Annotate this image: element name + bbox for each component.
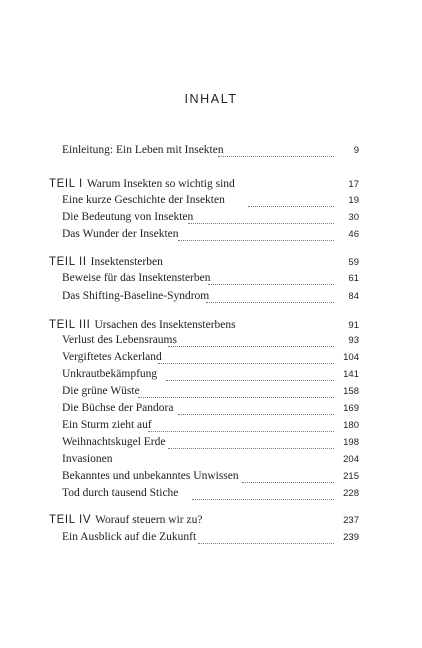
toc-part-title: Insektensterben: [90, 256, 163, 268]
toc-entry-page: 104: [343, 352, 359, 363]
dot-leader: [178, 228, 334, 241]
toc-part-1: [0, 176, 422, 192]
dot-leader: [192, 487, 334, 500]
toc-entry-page: 93: [348, 335, 359, 346]
toc-entry: [0, 270, 422, 286]
toc-entry: [0, 288, 422, 304]
toc-entry: [0, 209, 422, 225]
toc-entry-page: 198: [343, 437, 359, 448]
toc-entry-page: 158: [343, 386, 359, 397]
toc-entry: [0, 529, 422, 545]
toc-part-page: 17: [348, 179, 359, 190]
dot-leader: [168, 436, 334, 449]
toc-entry-title: Die Büchse der Pandora: [62, 402, 174, 414]
dot-leader: [138, 385, 334, 398]
toc-entry-title: Beweise für das Insektensterben: [62, 272, 211, 284]
toc-entry-title: Eine kurze Geschichte der Insekten: [62, 194, 225, 206]
dot-leader: [242, 470, 334, 483]
dot-leader: [148, 419, 334, 432]
toc-entry-intro: [0, 142, 422, 158]
toc-entry-title: Die grüne Wüste: [62, 385, 140, 397]
toc-entry-title: Tod durch tausend Stiche: [62, 487, 179, 499]
toc-entry-page: 239: [343, 532, 359, 543]
toc-entry-page: 19: [348, 195, 359, 206]
toc-entry-page: 169: [343, 403, 359, 414]
dot-leader: [166, 368, 334, 381]
toc-entry-page: 215: [343, 471, 359, 482]
toc-entry-title: Weihnachtskugel Erde: [62, 436, 166, 448]
toc-entry: [0, 400, 422, 416]
toc-entry: [0, 332, 422, 348]
toc-part-page: 59: [348, 257, 359, 268]
dot-leader: [206, 290, 334, 303]
toc-entry-title: Das Shifting-Baseline-Syndrom: [62, 290, 210, 302]
toc-entry: [0, 366, 422, 382]
toc-part-title: Warum Insekten so wichtig sind: [86, 178, 235, 190]
toc-part-2: [0, 254, 422, 270]
dot-leader: [188, 211, 334, 224]
toc-entry-title: Verlust des Lebensraums: [62, 334, 177, 346]
toc-part-heading: [49, 512, 202, 528]
toc-entry-page: 141: [343, 369, 359, 380]
toc-entry: [0, 485, 422, 501]
toc-part-4: [0, 512, 422, 528]
dot-leader: [248, 194, 334, 207]
toc-entry: [0, 468, 422, 484]
toc-part-heading: [49, 254, 163, 270]
toc-part-number: TEIL IV: [49, 514, 92, 526]
toc-entry-title: Ein Ausblick auf die Zukunft: [62, 531, 197, 543]
toc-entry-page: 228: [343, 488, 359, 499]
toc-title: INHALT: [184, 92, 238, 106]
toc-entry-title: Ein Sturm zieht auf: [62, 419, 152, 431]
toc-entry: [0, 226, 422, 242]
dot-leader: [218, 144, 334, 157]
toc-part-number: TEIL I: [49, 178, 83, 190]
toc-entry-page: 9: [353, 145, 359, 156]
toc-entry-title: Vergiftetes Ackerland: [62, 351, 162, 363]
toc-part-3: [0, 317, 422, 333]
toc-entry: [0, 451, 422, 467]
dot-leader: [198, 531, 334, 544]
dot-leader: [208, 272, 334, 285]
toc-entry-page: 30: [348, 212, 359, 223]
toc-part-heading: [49, 317, 236, 333]
toc-entry-page: 84: [348, 291, 359, 302]
toc-part-page: 91: [348, 320, 359, 331]
toc-entry-title: Die Bedeutung von Insekten: [62, 211, 194, 223]
toc-entry-title: Bekanntes und unbekanntes Unwissen: [62, 470, 239, 482]
dot-leader: [168, 334, 334, 347]
toc-entry-page: 180: [343, 420, 359, 431]
toc-entry-title: Unkrautbekämpfung: [62, 368, 158, 380]
toc-entry: [0, 349, 422, 365]
toc-entry: [0, 434, 422, 450]
toc-part-title: Worauf steuern wir zu?: [95, 514, 203, 526]
toc-entry: [0, 417, 422, 433]
toc-entry: [0, 192, 422, 208]
toc-part-heading: [49, 176, 235, 192]
toc-entry-page: 204: [343, 454, 359, 465]
dot-leader: [178, 402, 334, 415]
toc-entry-page: 61: [348, 273, 359, 284]
toc-entry-title: Invasionen: [62, 453, 113, 465]
toc-entry: [0, 383, 422, 399]
toc-part-page: 237: [343, 515, 359, 526]
toc-part-number: TEIL II: [49, 256, 87, 268]
toc-entry-page: 46: [348, 229, 359, 240]
toc-part-title: Ursachen des Insektensterbens: [94, 319, 236, 331]
toc-entry-title: Einleitung: Ein Leben mit Insekten: [62, 144, 224, 156]
dot-leader: [158, 351, 334, 364]
toc-part-number: TEIL III: [49, 319, 91, 331]
toc-entry-title: Das Wunder der Insekten: [62, 228, 179, 240]
